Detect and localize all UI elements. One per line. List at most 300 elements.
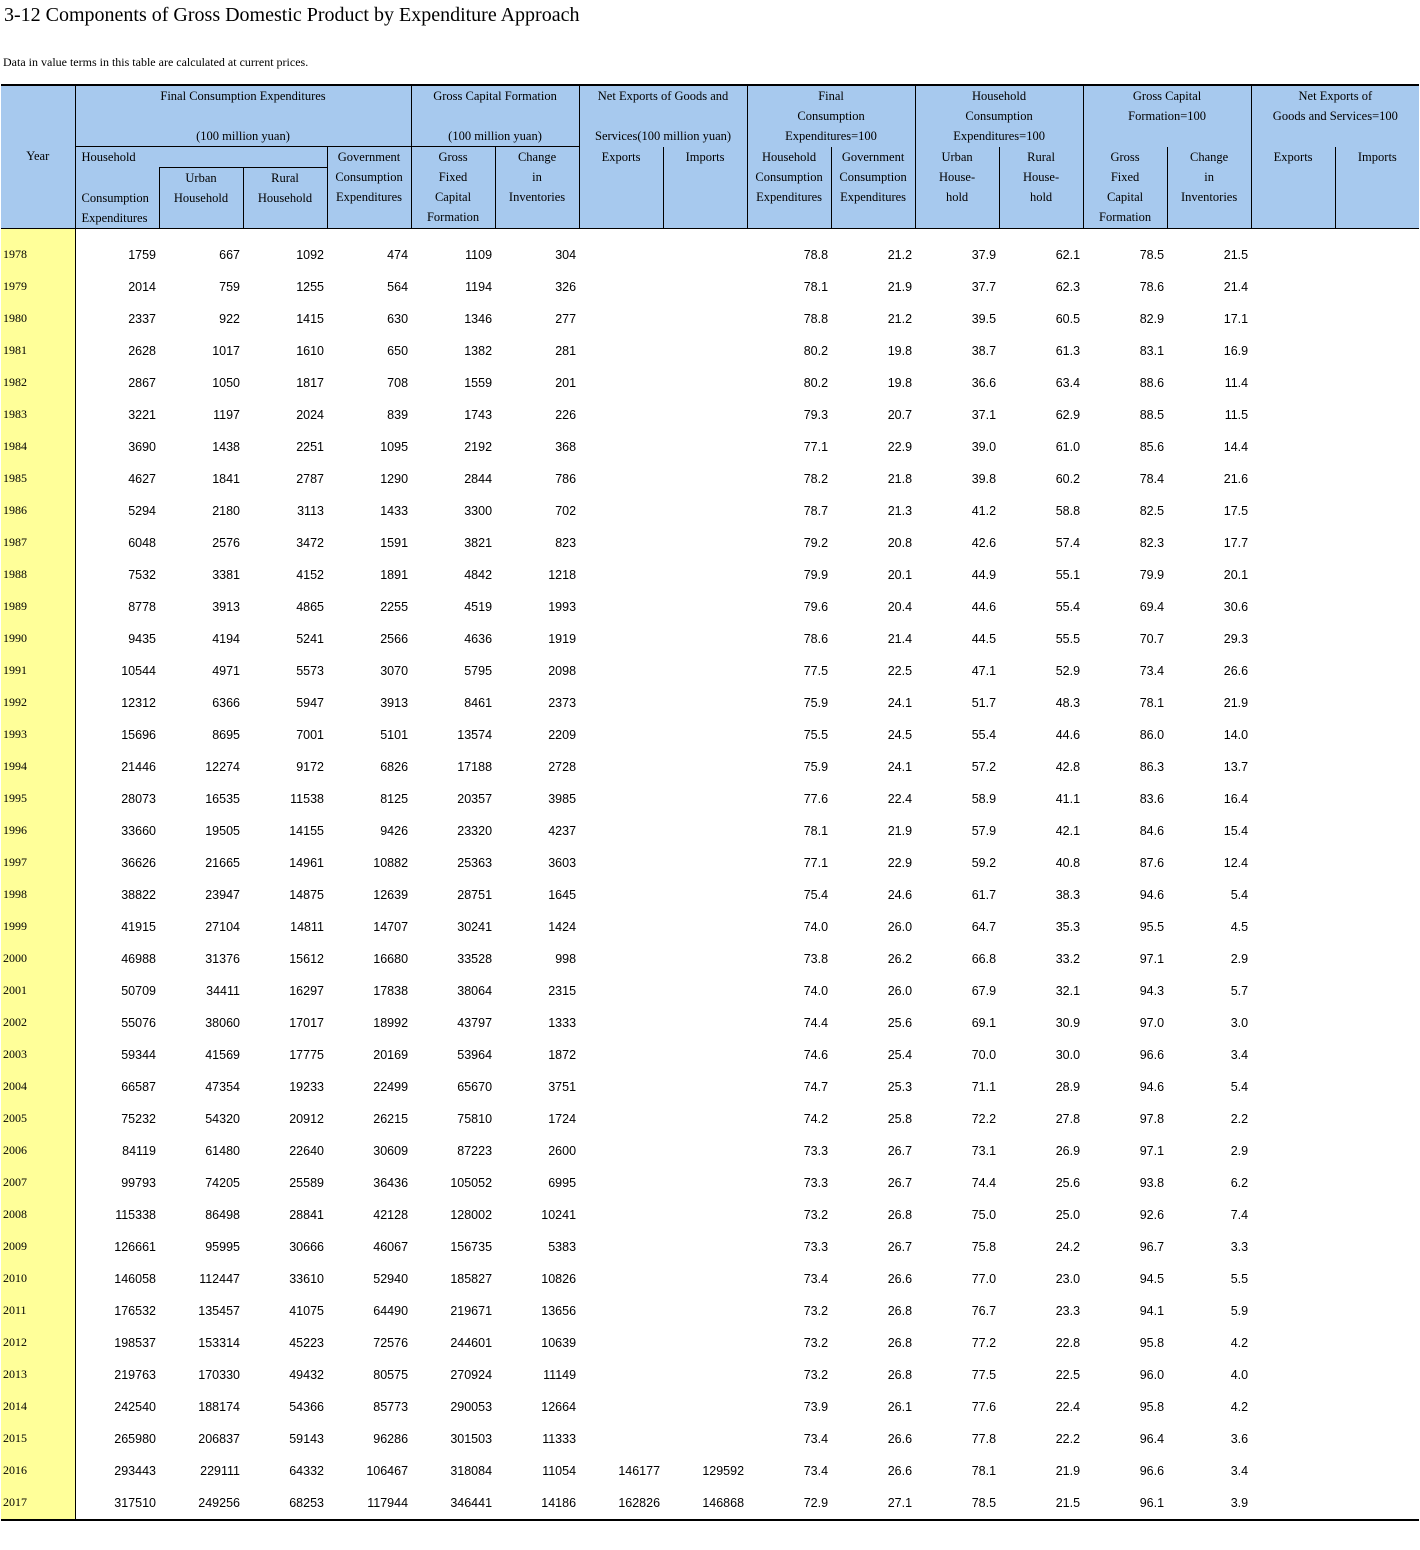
data-cell: 13.7 — [1223, 759, 1249, 774]
data-cell: 153314 — [198, 1335, 240, 1350]
data-cell: 59143 — [289, 1431, 324, 1446]
data-cell — [579, 1231, 663, 1263]
year-cell: 1997 — [1, 847, 75, 879]
data-cell: 17188 — [457, 759, 493, 774]
data-cell: 21.9 — [887, 279, 913, 294]
data-cell — [1251, 655, 1335, 687]
data-cell — [663, 879, 747, 911]
data-cell: 2.9 — [1230, 951, 1249, 966]
data-cell: 94.6 — [1139, 887, 1165, 902]
year-cell: 2004 — [1, 1071, 75, 1103]
data-cell: 11333 — [542, 1431, 577, 1446]
data-cell: 146868 — [663, 1487, 747, 1520]
data-cell: 14875 — [289, 887, 324, 902]
data-cell: 95.5 — [1139, 919, 1165, 934]
data-cell — [663, 719, 747, 751]
data-cell: 21.9 — [1223, 695, 1249, 710]
data-cell: 3.4 — [1230, 1463, 1249, 1478]
data-cell — [1335, 1487, 1419, 1520]
data-cell: 46988 — [121, 951, 156, 966]
data-cell: 95.8 — [1139, 1399, 1165, 1414]
year-cell: 1979 — [1, 271, 75, 303]
data-cell: 5573 — [296, 663, 324, 678]
data-cell: 11538 — [290, 791, 324, 806]
data-cell: 44.5 — [971, 631, 997, 646]
data-cell: 10882 — [373, 855, 409, 870]
data-cell: 1095 — [380, 439, 409, 454]
data-cell: 42.1 — [1055, 823, 1081, 838]
data-cell — [579, 687, 663, 719]
data-cell: 3913 — [212, 599, 240, 614]
data-cell: 708 — [387, 375, 409, 390]
data-cell: 75.0 — [971, 1207, 997, 1222]
table-row — [1, 335, 1419, 367]
data-cell: 21.3 — [887, 503, 913, 518]
data-cell: 3603 — [548, 855, 577, 870]
data-cell — [1335, 303, 1419, 335]
data-cell: 26.2 — [887, 951, 913, 966]
data-cell: 86.3 — [1139, 759, 1165, 774]
data-cell: 9435 — [128, 631, 156, 646]
year-cell: 1981 — [1, 335, 75, 367]
header-household-consumption-100: Household Consumption Expenditures=100 — [915, 85, 1083, 147]
data-cell: 55.4 — [971, 727, 997, 742]
data-cell: 1290 — [380, 471, 409, 486]
data-cell: 198537 — [114, 1335, 156, 1350]
header-net-exports: Net Exports of Goods and Services(100 million yuan) — [579, 85, 747, 147]
year-cell: 2008 — [1, 1199, 75, 1231]
data-cell: 26.6 — [887, 1271, 913, 1286]
data-cell — [1251, 431, 1335, 463]
data-cell — [579, 1071, 663, 1103]
data-cell — [1251, 559, 1335, 591]
data-cell: 86.0 — [1139, 727, 1165, 742]
data-cell — [1251, 687, 1335, 719]
data-cell: 1743 — [464, 407, 493, 422]
data-cell — [1251, 1071, 1335, 1103]
data-cell: 26.8 — [887, 1303, 913, 1318]
data-cell — [1251, 1487, 1335, 1520]
data-cell: 21.4 — [1223, 279, 1249, 294]
data-cell: 80.2 — [803, 343, 829, 358]
data-cell: 3913 — [380, 695, 409, 710]
data-cell: 26.6 — [1223, 663, 1249, 678]
header-exports: Exports — [579, 147, 663, 229]
data-cell: 6826 — [380, 759, 409, 774]
data-cell — [663, 431, 747, 463]
data-cell: 73.4 — [803, 1431, 829, 1446]
data-cell: 87.6 — [1139, 855, 1165, 870]
data-cell — [663, 367, 747, 399]
data-cell: 61.7 — [971, 887, 997, 902]
data-cell: 22.2 — [1055, 1431, 1081, 1446]
data-cell — [1335, 1295, 1419, 1327]
data-cell: 51.7 — [971, 695, 997, 710]
data-cell: 26.8 — [887, 1335, 913, 1350]
data-cell: 15696 — [121, 727, 156, 742]
data-cell: 22640 — [289, 1143, 324, 1158]
table-row — [1, 623, 1419, 655]
header-imports-ratio: Imports — [1335, 147, 1419, 229]
data-cell — [1251, 943, 1335, 975]
data-cell: 43797 — [457, 1015, 493, 1030]
data-cell — [1335, 1263, 1419, 1295]
data-cell: 95995 — [205, 1239, 240, 1254]
data-cell: 18992 — [373, 1015, 409, 1030]
data-cell: 2600 — [548, 1143, 577, 1158]
data-cell: 14155 — [289, 823, 324, 838]
data-cell: 10639 — [541, 1335, 577, 1350]
data-cell: 73.2 — [803, 1335, 829, 1350]
data-cell — [1251, 1391, 1335, 1423]
data-cell: 19.8 — [887, 375, 913, 390]
data-cell: 26.0 — [887, 919, 913, 934]
data-cell: 998 — [555, 951, 577, 966]
data-cell — [1251, 591, 1335, 623]
data-cell — [1335, 228, 1419, 271]
data-cell — [663, 815, 747, 847]
data-cell — [663, 1039, 747, 1071]
data-cell — [663, 271, 747, 303]
data-cell: 33528 — [457, 951, 493, 966]
data-cell: 97.1 — [1139, 951, 1165, 966]
data-cell: 188174 — [198, 1399, 240, 1414]
data-cell — [1251, 399, 1335, 431]
data-cell: 52.9 — [1055, 663, 1081, 678]
data-cell: 45223 — [289, 1335, 324, 1350]
header-household-consumption: Household — [75, 147, 327, 168]
data-cell: 206837 — [198, 1431, 240, 1446]
data-cell: 301503 — [450, 1431, 493, 1446]
header-government-consumption-ratio: Government Consumption Expenditures — [831, 147, 915, 229]
data-cell: 73.8 — [803, 951, 829, 966]
table-row — [1, 431, 1419, 463]
data-cell: 27.8 — [1055, 1111, 1081, 1126]
data-cell: 39.5 — [971, 311, 997, 326]
data-cell: 79.2 — [803, 535, 829, 550]
data-cell: 105052 — [450, 1175, 493, 1190]
data-cell — [1335, 1327, 1419, 1359]
year-cell: 2016 — [1, 1455, 75, 1487]
data-cell: 2628 — [128, 343, 156, 358]
data-cell: 3221 — [128, 407, 156, 422]
data-cell: 5.5 — [1230, 1271, 1249, 1286]
data-cell: 201 — [555, 375, 577, 390]
data-cell: 73.2 — [803, 1303, 829, 1318]
data-cell: 73.4 — [803, 1463, 829, 1478]
header-final-consumption: Final Consumption Expenditures (100 million yuan) — [75, 85, 411, 147]
data-cell: 16535 — [205, 791, 240, 806]
data-cell — [1335, 463, 1419, 495]
data-cell — [1251, 911, 1335, 943]
data-cell: 68253 — [243, 1487, 327, 1520]
data-cell: 4.2 — [1230, 1399, 1249, 1414]
data-cell: 41915 — [121, 919, 156, 934]
data-cell: 219763 — [114, 1367, 156, 1382]
data-cell: 176532 — [114, 1303, 156, 1318]
data-cell: 1724 — [548, 1111, 577, 1126]
data-cell: 77.0 — [971, 1271, 997, 1286]
header-change-in-inventories: Change in Inventories — [495, 147, 579, 229]
data-cell — [579, 1295, 663, 1327]
data-cell: 30.6 — [1223, 599, 1249, 614]
data-cell — [1335, 1423, 1419, 1455]
year-cell: 1985 — [1, 463, 75, 495]
data-cell: 26.8 — [887, 1367, 913, 1382]
data-cell: 1591 — [380, 535, 409, 550]
table-body — [1, 228, 1419, 1520]
data-cell — [1335, 751, 1419, 783]
data-cell: 41569 — [205, 1047, 240, 1062]
data-cell: 5.4 — [1230, 1079, 1249, 1094]
data-cell: 27104 — [205, 919, 240, 934]
year-cell: 2012 — [1, 1327, 75, 1359]
data-cell — [1335, 1391, 1419, 1423]
data-cell: 15612 — [289, 951, 324, 966]
data-cell: 75.4 — [803, 887, 829, 902]
data-cell — [579, 911, 663, 943]
data-cell: 41.1 — [1055, 791, 1081, 806]
data-cell: 15.4 — [1223, 823, 1249, 838]
data-cell — [579, 1039, 663, 1071]
data-cell: 84.6 — [1139, 823, 1165, 838]
data-cell: 65670 — [457, 1079, 493, 1094]
data-cell: 2.2 — [1230, 1111, 1249, 1126]
data-cell: 77.6 — [803, 791, 829, 806]
header-gross-capital-formation: Gross Capital Formation (100 million yuan) — [411, 85, 579, 147]
data-cell: 23.0 — [1055, 1271, 1081, 1286]
data-cell: 21.8 — [887, 471, 913, 486]
data-cell — [579, 719, 663, 751]
data-cell: 20.8 — [887, 535, 913, 550]
data-cell: 249256 — [159, 1487, 243, 1520]
data-cell: 22.8 — [1055, 1335, 1081, 1350]
data-cell: 16297 — [289, 983, 324, 998]
data-cell: 8125 — [380, 791, 409, 806]
data-cell: 474 — [387, 247, 409, 262]
data-cell — [579, 1359, 663, 1391]
data-cell: 55.1 — [1055, 567, 1081, 582]
data-cell: 25.3 — [887, 1079, 913, 1094]
data-cell: 326 — [555, 279, 577, 294]
data-cell — [579, 943, 663, 975]
data-cell: 55.5 — [1055, 631, 1081, 646]
data-cell — [579, 1327, 663, 1359]
data-cell: 21.2 — [887, 247, 913, 262]
data-cell: 61480 — [205, 1143, 240, 1158]
data-cell: 30.0 — [1055, 1047, 1081, 1062]
data-cell: 22.5 — [887, 663, 913, 678]
data-cell: 70.0 — [971, 1047, 997, 1062]
data-cell: 73.9 — [803, 1399, 829, 1414]
data-cell: 8695 — [212, 727, 240, 742]
year-cell: 1992 — [1, 687, 75, 719]
data-cell: 79.9 — [803, 567, 829, 582]
year-cell: 1987 — [1, 527, 75, 559]
data-cell: 11.5 — [1224, 407, 1249, 422]
data-cell: 26.6 — [887, 1463, 913, 1478]
data-cell: 39.8 — [971, 471, 997, 486]
year-cell: 1980 — [1, 303, 75, 335]
data-cell — [579, 228, 663, 271]
data-cell: 22.5 — [1055, 1367, 1081, 1382]
data-cell: 2867 — [128, 375, 156, 390]
data-cell — [579, 847, 663, 879]
data-cell: 3070 — [380, 663, 409, 678]
data-cell: 12274 — [205, 759, 240, 774]
data-cell: 26215 — [373, 1111, 409, 1126]
data-cell: 20.1 — [887, 567, 913, 582]
data-cell: 20.7 — [887, 407, 913, 422]
data-cell: 37.7 — [971, 279, 997, 294]
data-cell: 74.4 — [803, 1015, 829, 1030]
data-cell: 2098 — [548, 663, 577, 678]
data-cell — [579, 367, 663, 399]
data-cell: 74.6 — [803, 1047, 829, 1062]
year-cell: 2014 — [1, 1391, 75, 1423]
data-cell: 78.8 — [803, 247, 829, 262]
data-cell: 2728 — [548, 759, 577, 774]
data-cell — [579, 1199, 663, 1231]
header-gross-capital-formation-100: Gross Capital Formation=100 — [1083, 85, 1251, 147]
data-cell: 16.9 — [1223, 343, 1249, 358]
data-cell: 786 — [555, 471, 577, 486]
data-cell: 146177 — [618, 1463, 661, 1478]
gdp-expenditure-table — [1, 84, 1419, 1521]
data-cell: 44.9 — [971, 567, 997, 582]
header-household-total: Consumption Expenditures — [75, 168, 159, 229]
data-cell — [663, 1391, 747, 1423]
data-cell — [1251, 815, 1335, 847]
data-cell — [1335, 975, 1419, 1007]
data-cell — [1335, 1231, 1419, 1263]
data-cell: 14707 — [373, 919, 409, 934]
data-cell: 21.4 — [887, 631, 913, 646]
year-cell: 1983 — [1, 399, 75, 431]
data-cell: 3821 — [464, 535, 493, 550]
year-cell: 1996 — [1, 815, 75, 847]
data-cell: 88.5 — [1139, 407, 1165, 422]
data-cell: 62.3 — [1055, 279, 1081, 294]
data-cell: 99793 — [121, 1175, 156, 1190]
data-cell: 94.3 — [1139, 983, 1165, 998]
data-cell: 26.0 — [887, 983, 913, 998]
data-cell: 80.2 — [803, 375, 829, 390]
data-cell: 21665 — [205, 855, 240, 870]
data-cell — [663, 1007, 747, 1039]
data-cell: 156735 — [450, 1239, 493, 1254]
data-cell: 21.5 — [999, 1487, 1083, 1520]
header-final-consumption-100: Final Consumption Expenditures=100 — [747, 85, 915, 147]
data-cell: 28751 — [457, 887, 493, 902]
data-cell: 128002 — [450, 1207, 493, 1222]
header-rural-household-ratio: Rural House- hold — [999, 147, 1083, 229]
data-cell: 94.1 — [1139, 1303, 1165, 1318]
data-cell: 78.1 — [803, 823, 829, 838]
data-cell: 667 — [219, 247, 240, 262]
data-cell — [1251, 623, 1335, 655]
data-cell — [663, 1263, 747, 1295]
data-cell: 1872 — [548, 1047, 577, 1062]
table-row — [1, 1295, 1419, 1327]
data-cell: 1382 — [464, 343, 493, 358]
data-cell: 42.6 — [971, 535, 997, 550]
data-cell: 78.6 — [1139, 279, 1165, 294]
data-cell: 77.6 — [971, 1399, 997, 1414]
header-row-2 — [1, 147, 1419, 168]
data-cell: 12639 — [373, 887, 409, 902]
year-cell: 1986 — [1, 495, 75, 527]
data-cell — [579, 1007, 663, 1039]
data-cell: 12664 — [541, 1399, 577, 1414]
data-cell: 58.9 — [971, 791, 997, 806]
data-cell: 53964 — [457, 1047, 493, 1062]
data-cell — [663, 527, 747, 559]
table-row — [1, 847, 1419, 879]
data-cell: 5795 — [464, 663, 493, 678]
year-cell: 1994 — [1, 751, 75, 783]
data-cell — [579, 271, 663, 303]
data-cell: 71.1 — [971, 1079, 997, 1094]
data-cell: 1092 — [296, 247, 324, 262]
data-cell: 21.9 — [887, 823, 913, 838]
data-cell: 106467 — [366, 1463, 409, 1478]
data-cell: 115338 — [115, 1207, 156, 1222]
data-cell: 4971 — [212, 663, 240, 678]
data-cell: 19.8 — [887, 343, 913, 358]
data-cell: 2315 — [548, 983, 577, 998]
data-cell: 135457 — [198, 1303, 240, 1318]
table-row — [1, 559, 1419, 591]
data-cell — [663, 1199, 747, 1231]
data-cell: 2251 — [296, 439, 324, 454]
data-cell: 19505 — [205, 823, 240, 838]
table-row — [1, 655, 1419, 687]
data-cell — [1335, 527, 1419, 559]
data-cell: 1645 — [548, 887, 577, 902]
data-cell: 11054 — [542, 1463, 577, 1478]
data-cell: 25.6 — [1055, 1175, 1081, 1190]
table-row — [1, 975, 1419, 1007]
data-cell: 839 — [387, 407, 409, 422]
data-cell: 1759 — [128, 247, 156, 262]
data-cell: 4519 — [464, 599, 493, 614]
year-cell: 1991 — [1, 655, 75, 687]
data-cell — [663, 1167, 747, 1199]
data-cell: 2337 — [128, 311, 156, 326]
data-cell: 52940 — [373, 1271, 409, 1286]
data-cell: 28841 — [289, 1207, 324, 1222]
table-row — [1, 687, 1419, 719]
data-cell: 3300 — [464, 503, 493, 518]
data-cell — [663, 1103, 747, 1135]
data-cell: 281 — [555, 343, 577, 358]
data-cell — [1335, 879, 1419, 911]
data-cell: 2787 — [296, 471, 324, 486]
header-net-exports-100: Net Exports of Goods and Services=100 — [1251, 85, 1419, 147]
data-cell — [1335, 1135, 1419, 1167]
data-cell: 12.4 — [1223, 855, 1249, 870]
data-cell: 4636 — [464, 631, 493, 646]
data-cell — [1251, 463, 1335, 495]
data-cell: 77.1 — [803, 439, 829, 454]
data-cell — [663, 655, 747, 687]
header-gross-fixed-capital-formation: Gross Fixed Capital Formation — [411, 147, 495, 229]
header-exports-ratio: Exports — [1251, 147, 1335, 229]
data-cell — [1335, 1039, 1419, 1071]
data-cell: 78.2 — [803, 471, 829, 486]
data-cell: 2209 — [548, 727, 577, 742]
